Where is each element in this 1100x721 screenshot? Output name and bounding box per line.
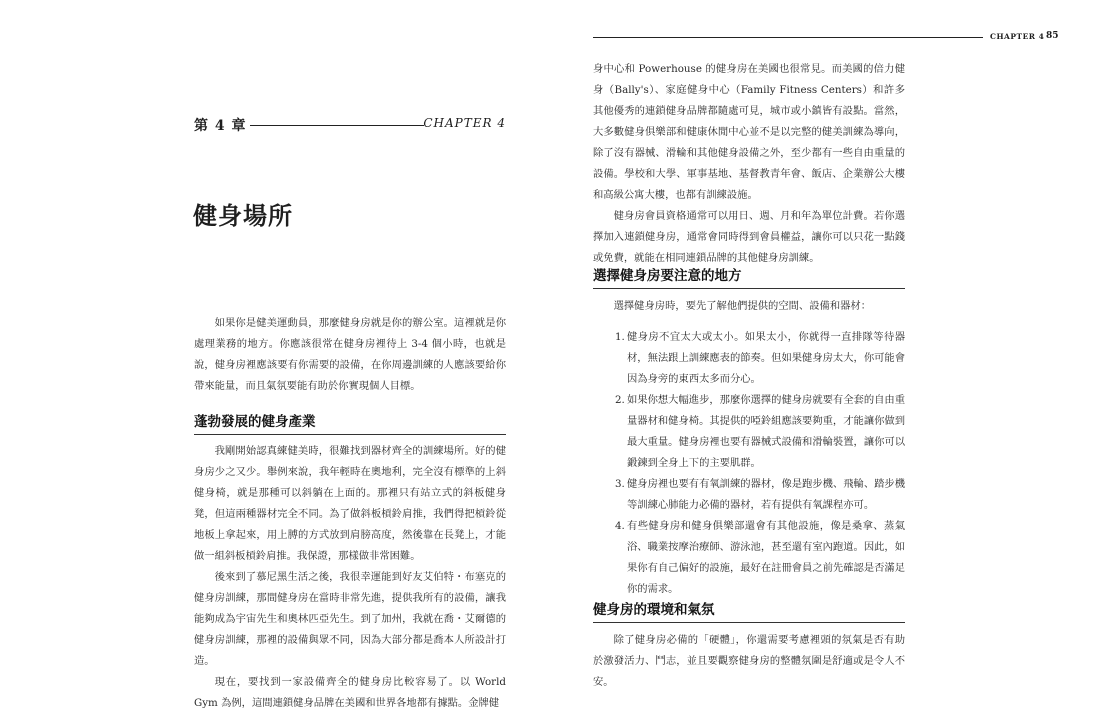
- list-item: [615, 474, 905, 516]
- section-heading-industry: 蓬勃發展的健身產業: [194, 410, 506, 435]
- list-item: [615, 327, 905, 390]
- chapter-title: 健身場所: [193, 201, 293, 230]
- body-paragraph: 除了健身房必備的「硬體」，你還需要考慮裡頭的氛氣是否有助於激發活力、鬥志，並且要觀察健身房的整體氛圍是舒適或是令人不安。: [593, 634, 905, 688]
- list-text: 健身房不宜太大或太小。如果太小，你就得一直排隊等待器材，無法跟上訓練應表的節奏。但如果健身房太大，你可能會因為身旁的東西太多而分心。: [627, 331, 906, 385]
- section-heading-environment: 健身房的環境和氣氛: [593, 598, 905, 623]
- list-number: 4.: [615, 520, 625, 532]
- section-intro: 選擇健身房時，要先了解他們提供的空間、設備和器材：: [613, 300, 872, 312]
- list-text: 如果你想大幅進步，那麼你選擇的健身房就要有全套的自由重量器材和健身椅。其提供的啞鈴組應該要夠重，才能讓你做到最大重量。健身房裡也要有器械式設備和滑輪裝置，讓你可以鍛鍊到全身上下的主要肌群。: [627, 394, 906, 469]
- list-number: 1.: [615, 331, 625, 343]
- section-environment-body: [593, 630, 905, 693]
- intro-paragraph: [194, 313, 506, 397]
- body-paragraph: 後來到了慕尼黑生活之後，我很幸運能到好友艾伯特・布塞克的健身房訓練，那間健身房在當時非常先進，提供我所有的設備，讓我能夠成為宇宙先生和奧林匹亞先生。到了加州，我就在喬・艾爾德的健身房訓練，那裡的設備與眾不同，因為大部分都是喬本人所設計打造。: [194, 571, 506, 667]
- running-header-rule: [593, 37, 983, 38]
- section-industry-body: [194, 441, 506, 714]
- requirements-list: [593, 327, 905, 600]
- list-number: 2.: [615, 394, 625, 406]
- section-heading-choosing: 選擇健身房要注意的地方: [593, 264, 905, 289]
- list-number: 3.: [615, 478, 625, 490]
- chapter-label: CHAPTER 4: [423, 116, 506, 130]
- page-number: 85: [1046, 31, 1059, 41]
- body-paragraph: 健身房會員資格通常可以用日、週、月和年為單位計費。若你選擇加入連鎖健身房，通常會同時得到會員權益，讓你可以只花一點錢或免費，就能在相同連鎖品牌的其他健身房訓練。: [593, 210, 905, 264]
- body-paragraph: 現在，要找到一家設備齊全的健身房比較容易了。以 World Gym 為例，這間連鎖健身品牌在美國和世界各地都有據點。金牌健: [194, 676, 506, 709]
- section-choosing-body: [593, 296, 905, 600]
- right-top-body: [593, 59, 905, 269]
- intro-text: 如果你是健美運動員，那麼健身房就是你的辦公室。這裡就是你處理業務的地方。你應該很常在健身房裡待上 3-4 個小時，也就是說，健身房裡應該要有你需要的設備，在你周邊訓練的人應該要給你帶來能量，而且氣氛要能有助於你實現個人目標。: [194, 317, 506, 392]
- chapter-number: 第 4 章: [194, 118, 247, 134]
- body-paragraph: 身中心和 Powerhouse 的健身房在美國也很常見。而美國的倍力健身（Bally's）、家庭健身中心（Family Fitness Centers）和許多其他優秀的連鎖健身品牌都隨處可見，城市或小鎮皆有設點。當然，大多數健身俱樂部和健康休閒中心並不是以完整的健美訓練為導向，除了沒有器械、滑輪和其他健身設備之外，至少都有一些自由重量的設備。學校和大學、軍事基地、基督教青年會、飯店、企業辦公大樓和高級公寓大樓，也都有訓練設施。: [593, 63, 905, 201]
- body-paragraph: 我剛開始認真練健美時，很難找到器材齊全的訓練場所。好的健身房少之又少。舉例來說，我年輕時在奧地利，完全沒有標準的上斜健身椅，就是那種可以斜躺在上面的。那裡只有站立式的斜板健身凳，但這兩種器材完全不同。為了做斜板槓鈴肩推，我們得把槓鈴從地板上拿起來，用上膊的方式放到肩膀高度，然後靠在長凳上，才能做一組斜板槓鈴肩推。我保證，那樣做非常困難。: [194, 445, 506, 562]
- list-text: 健身房裡也要有有氧訓練的器材，像是跑步機、飛輪、踏步機等訓練心肺能力必備的器材，若有提供有氧課程亦可。: [627, 478, 906, 511]
- running-header-chapter: CHAPTER 4: [990, 32, 1045, 41]
- list-item: [615, 516, 905, 600]
- chapter-header: [194, 117, 506, 133]
- chapter-rule: [250, 125, 424, 126]
- list-item: [615, 390, 905, 474]
- list-text: 有些健身房和健身俱樂部還會有其他設施，像是桑拿、蒸氣浴、職業按摩治療師、游泳池，甚至還有室內跑道。因此，如果你有自己偏好的設施，最好在註冊會員之前先確認是否滿足你的需求。: [627, 520, 906, 595]
